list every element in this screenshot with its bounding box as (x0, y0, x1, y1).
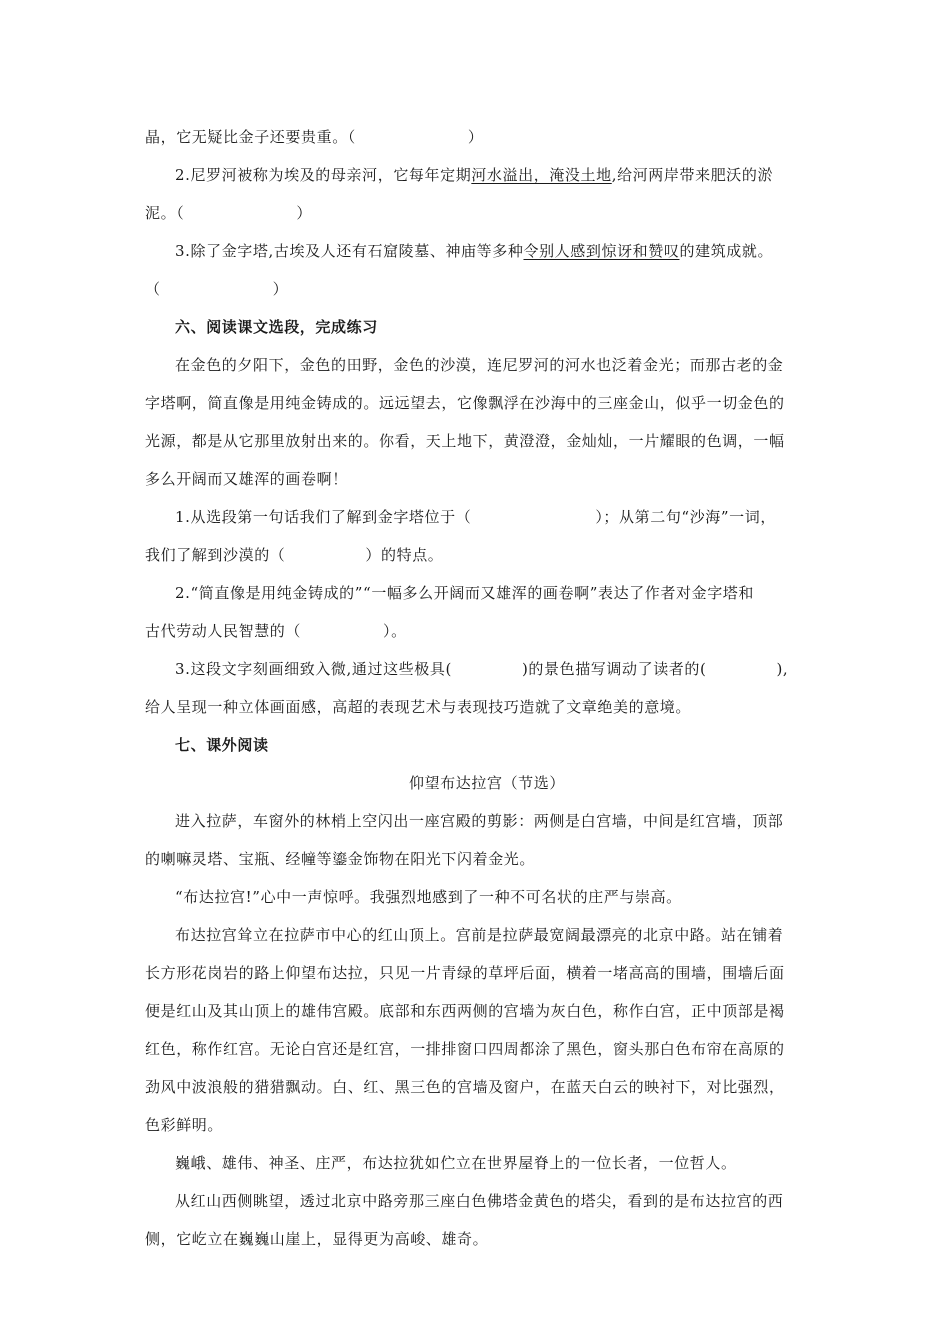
text-segment: 给人呈现一种立体画面感，高超的表现艺术与表现技巧造就了文章绝美的意境。 (145, 698, 692, 716)
text-segment: 色彩鲜明。 (145, 1116, 224, 1134)
text-segment: ), (776, 660, 789, 678)
text-segment: 字塔啊，简直像是用纯金铸成的。远远望去，它像飘浮在沙海中的三座金山，似乎一切金色的 (145, 394, 785, 412)
text-segment: 的喇嘛灵塔、宝瓶、经幢等鎏金饰物在阳光下闪着金光。 (145, 850, 536, 868)
text-segment: 红色，称作红宫。无论白宫还是红宫，一排排窗口四周都涂了黑色，窗头那白色布帘在高原的 (145, 1040, 785, 1058)
text-segment: ） (296, 204, 312, 222)
text-line (145, 574, 829, 612)
text-line (145, 232, 829, 270)
text-line (145, 1030, 829, 1068)
text-segment: ） (272, 280, 289, 298)
text-line (145, 1220, 829, 1258)
text-segment: )的景色描写调动了读者的( (521, 660, 707, 678)
text-line (145, 992, 829, 1030)
text-segment: 从红山西侧眺望，透过北京中路旁那三座白色佛塔金黄色的塔尖，看到的是布达拉宫的西 (175, 1192, 784, 1210)
text-line (145, 194, 829, 232)
text-segment: 晶，它无疑比金子还要贵重。（ (145, 128, 356, 146)
underlined-phrase: 河水溢出，淹没土地 (471, 166, 612, 184)
text-line (145, 1144, 829, 1182)
text-segment: 1.从选段第一句话我们了解到金字塔位于（ (175, 508, 472, 526)
text-line (145, 498, 829, 536)
text-line (145, 916, 829, 954)
text-line (145, 1068, 829, 1106)
text-line (145, 270, 829, 308)
text-segment: 进入拉萨，车窗外的林梢上空闪出一座宫殿的剪影：两侧是白宫墙，中间是红宫墙，顶部 (175, 812, 784, 830)
text-segment: 古代劳动人民智慧的（ (145, 622, 302, 640)
text-segment: 巍峨、雄伟、神圣、庄严，布达拉犹如伫立在世界屋脊上的一位长者，一位哲人。 (175, 1154, 737, 1172)
text-line (145, 650, 829, 688)
text-segment: 布达拉宫耸立在拉萨市中心的红山顶上。宫前是拉萨最宽阔最漂亮的北京中路。站在铺着 (175, 926, 784, 944)
text-line (145, 954, 829, 992)
text-segment: 2.尼罗河被称为埃及的母亲河，它每年定期 (175, 166, 472, 184)
text-segment: ） (467, 128, 484, 146)
article-title (145, 764, 829, 802)
text-line (145, 118, 829, 156)
text-line (145, 1106, 829, 1144)
text-line (145, 156, 829, 194)
text-segment: 六、阅读课文选段，完成练习 (175, 318, 378, 336)
text-segment: 侧，它屹立在巍巍山崖上，显得更为高峻、雄奇。 (145, 1230, 489, 1248)
underlined-phrase: 令别人感到惊讶和赞叹 (523, 242, 680, 260)
text-line (145, 802, 829, 840)
text-segment: 2.“简直像是用纯金铸成的”“一幅多么开阔而又雄浑的画卷啊”表达了作者对金字塔和 (175, 584, 754, 602)
text-line (145, 422, 829, 460)
text-segment: ）的特点。 (365, 546, 444, 564)
text-segment: ,给河两岸带来肥沃的淤 (611, 166, 774, 184)
text-segment: 我们了解到沙漠的（ (145, 546, 286, 564)
text-segment: （ (145, 280, 161, 298)
text-segment: 便是红山及其山顶上的雄伟宫殿。底部和东西两侧的宫墙为灰白色，称作白宫，正中顶部是褐 (145, 1002, 785, 1020)
text-segment: “布达拉宫!”心中一声惊呼。我强烈地感到了一种不可名状的庄严与崇高。 (175, 888, 682, 906)
text-segment: 仰望布达拉宫（节选） (408, 774, 565, 792)
text-segment: 3.这段文字刻画细致入微,通过这些极具( (175, 660, 452, 678)
text-line (145, 346, 829, 384)
text-line (145, 384, 829, 422)
text-segment: 光源，都是从它那里放射出来的。你看，天上地下，黄澄澄，金灿灿，一片耀眼的色调，一幅 (145, 432, 785, 450)
text-segment: 七、课外阅读 (175, 736, 269, 754)
text-segment: ）。 (383, 622, 407, 640)
text-segment: 的建筑成就。 (679, 242, 774, 260)
text-line (145, 460, 829, 498)
text-segment: 多么开阔而又雄浑的画卷啊！ (145, 470, 348, 488)
text-line (145, 688, 829, 726)
text-segment: ）；从第二句“沙海”一词， (595, 508, 776, 526)
document-page (145, 118, 829, 1258)
text-line (145, 878, 829, 916)
section-heading (145, 726, 829, 764)
section-heading (145, 308, 829, 346)
text-segment: 长方形花岗岩的路上仰望布达拉，只见一片青绿的草坪后面，横着一堵高高的围墙，围墙后面 (145, 964, 785, 982)
text-line (145, 612, 829, 650)
text-segment: 3.除了金字塔,古埃及人还有石窟陵墓、神庙等多种 (175, 242, 524, 260)
text-line (145, 1182, 829, 1220)
text-segment: 在金色的夕阳下，金色的田野，金色的沙漠，连尼罗河的河水也泛着金光；而那古老的金 (175, 356, 784, 374)
text-segment: 劲风中波浪般的猎猎飘动。白、红、黑三色的宫墙及窗户，在蓝天白云的映衬下，对比强烈， (145, 1078, 785, 1096)
text-line (145, 536, 829, 574)
text-line (145, 840, 829, 878)
text-segment: 泥。（ (145, 204, 185, 222)
